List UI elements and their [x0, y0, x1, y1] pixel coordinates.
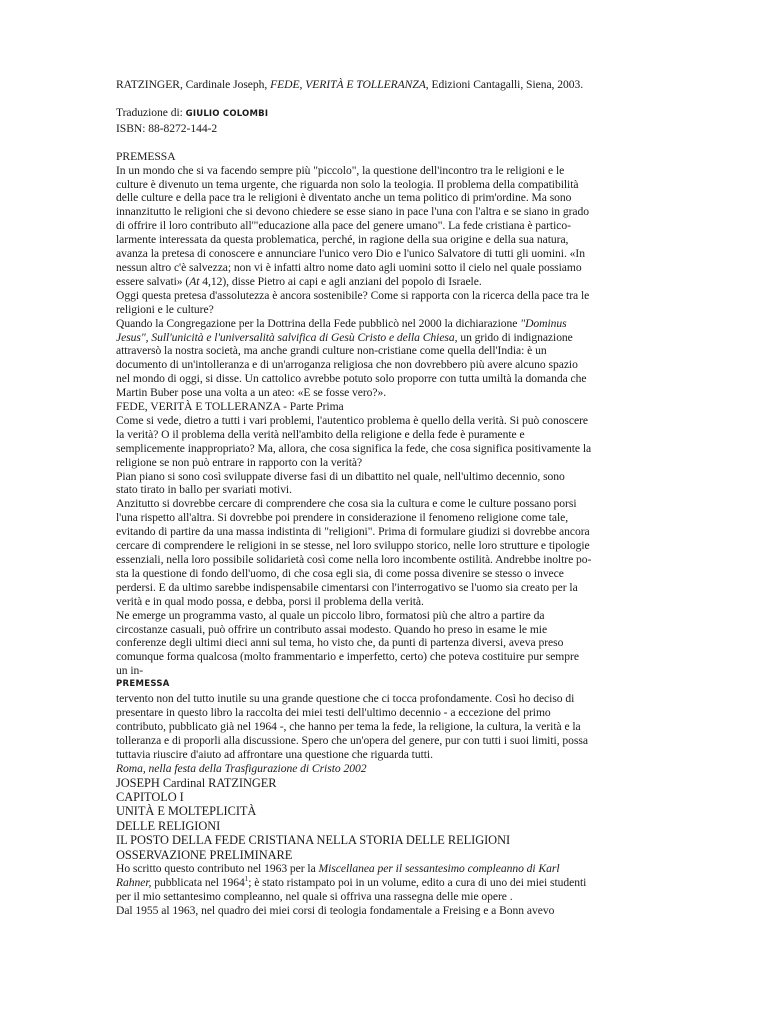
citation-publisher: , Edizioni Cantagalli, Siena, 2003. — [425, 78, 584, 91]
body-line: comunque forma qualcosa (molto frammentario e imperfetto, certo) che poteva costituire pur sempre — [116, 650, 579, 664]
body-line: Ne emerge un programma vasto, al quale un piccolo libro, formatosi più che altro a partire da — [116, 608, 545, 622]
premessa-line: In un mondo che si va facendo sempre più "piccolo", la questione dell'incontro tra le religioni e le — [116, 163, 565, 177]
document-page — [116, 78, 656, 918]
premessa-line: culture è divenuto un tema urgente, che riguarda non solo la teologia. Il problema della compatibilità — [116, 177, 579, 191]
premessa-line: Oggi questa pretesa d'assolutezza è ancora sostenibile? Come si rapporta con la ricerca della pace tra le — [116, 288, 590, 302]
chapter-label: CAPITOLO I — [116, 789, 184, 804]
translator-name: GIULIO COLOMBI — [185, 108, 269, 119]
body-line: cercare di comprendere le religioni in se stesse, nel loro sviluppo storico, nelle loro strutture e tipologie — [116, 539, 590, 553]
premessa-line: di offrire il loro contributo all'"educazione alla pace del genere umano". La fede cristiana è partico- — [116, 219, 571, 233]
translation-line — [116, 106, 656, 122]
premessa-line — [116, 317, 656, 331]
citation-line — [116, 78, 656, 92]
body-line: semplicemente inappropriato? Ma, allora, che cosa significa la fede, che cosa significa positivamente la — [116, 441, 592, 455]
chapter-text: Ho scritto questo contributo nel 1963 per la — [116, 861, 319, 875]
premessa-heading: PREMESSA — [116, 149, 176, 163]
miscellanea-title: Miscellanea per il sessantesimo compleanno di Karl — [318, 861, 560, 875]
premessa-line: religioni e le culture? — [116, 302, 214, 316]
body-line: tolleranza e di proporli alla discussione. Spero che un'opera del genere, pur con tutti i suoi limiti, possa — [116, 733, 588, 747]
body-line: Pian piano si sono così sviluppate diverse fasi di un dibattito nel quale, nell'ultimo decennio, sono — [116, 469, 565, 483]
body-line: un in- — [116, 664, 144, 678]
translation-label: Traduzione di: — [116, 105, 186, 119]
premessa-line: Martin Buber pose una volta a un ateo: «E se fosse vero?». — [116, 386, 387, 400]
premessa-line: avanza la pretesa di conoscere e annunciare l'unico vero Dio e l'unico Salvatore di tutti gli uomini. «In — [116, 247, 585, 261]
premessa-line: larmente interessata da questa problematica, perché, in ragione della sua origine e della sua natura, — [116, 233, 569, 247]
chapter-text: pubblicata nel 1964 — [151, 875, 245, 889]
declaration-title: "Dominus — [520, 316, 567, 330]
place-date-text: Roma, nella festa della Trasfigurazione di Cristo 2002 — [116, 761, 367, 775]
premessa-line: documento di un'intolleranza e di un'arroganza religiosa che non dovrebbero più avere alcuno spazio — [116, 358, 578, 372]
premessa-line: nessun altro c'è salvezza; non vi è infatti altro nome dato agli uomini sotto il cielo nel quale possiamo — [116, 260, 582, 274]
body-line: religione se non può entrare in rapporto con la verità? — [116, 455, 363, 469]
premessa-text: un grido di indignazione — [457, 330, 573, 344]
body-line: Come si vede, dietro a tutti i vari problemi, l'autentico problema è quello della verità. Si può conoscere — [116, 413, 588, 427]
premessa-line-citation — [116, 275, 656, 289]
body-line: essenziali, nella loro possibile solidarietà così come nella loro incombente ostilità. Andrebbe inoltre po- — [116, 553, 592, 566]
body-line: sta la questione di fondo dell'uomo, di che cosa egli sia, di come possa divenire se stesso o invece — [116, 566, 564, 580]
body-line: tuttavia riuscire d'aiuto ad affrontare una questione che riguarda tutti. — [116, 747, 433, 761]
premessa-line: delle culture e della pace tra le religioni è diventato anche un tema politico di prim'ordine. Ma sono — [116, 191, 572, 205]
miscellanea-title: Rahner, — [116, 875, 152, 889]
running-head: PREMESSA — [116, 679, 170, 690]
body-line: verità e in qual modo possa, e debba, porsi il problema della verità. — [116, 594, 424, 608]
chapter-line: per il mio settantesimo compleanno, nel quale si offriva una rassegna delle mie opere . — [116, 889, 513, 903]
body-line: l'una rispetto all'altra. Si dovrebbe poi prendere in considerazione il fenomeno religione come tale, — [116, 511, 569, 525]
premessa-line: nel mondo di oggi, si disse. Un cattolico avrebbe potuto solo proporre con tutta umiltà la domanda che — [116, 372, 587, 386]
body-line: stato tirato in ballo per svariati motivi. — [116, 483, 292, 497]
declaration-title: Jesus", Sull'unicità e l'universalità salvifica di Gesù Cristo e della Chiesa, — [116, 330, 458, 344]
premessa-line — [116, 331, 656, 345]
section-heading: OSSERVAZIONE PRELIMINARE — [116, 847, 293, 862]
citation-title: FEDE, VERITÀ E TOLLERANZA — [270, 78, 426, 91]
isbn-line: ISBN: 88-8272-144-2 — [116, 121, 218, 135]
chapter-subtitle: IL POSTO DELLA FEDE CRISTIANA NELLA STORIA DELLE RELIGIONI — [116, 833, 511, 848]
footnote-ref: 1 — [244, 874, 249, 883]
chapter-line — [116, 876, 656, 890]
premessa-line: innanzitutto le religioni che si devono chiedere se esse siano in pace l'una con l'altra e se siano in grado — [116, 205, 589, 219]
body-line: presentare in questo libro la raccolta dei miei testi dell'ultimo decennio - a eccezione del primo — [116, 705, 551, 719]
chapter-title: UNITÀ E MOLTEPLICITÀ — [116, 804, 257, 819]
chapter-line — [116, 862, 656, 876]
body-line: evitando di partire da una massa indistinta di "religioni". Prima di formulare giudizi si dovrebbe ancora — [116, 525, 590, 539]
body-line: circostanze casuali, può offrire un contributo assai modesto. Quando ho preso in esame le mie — [116, 622, 548, 636]
premessa-line: attraversò la nostra società, ma anche grandi culture non-cristiane come quella dell'India: è un — [116, 344, 547, 358]
citation-author: RATZINGER, Cardinale Joseph, — [116, 78, 271, 91]
body-line: perdersi. E da ultimo sarebbe indispensabile cimentarsi con l'interrogativo se l'uomo sia creato per la — [116, 580, 578, 594]
place-date — [116, 762, 656, 776]
signature: JOSEPH Cardinal RATZINGER — [116, 775, 277, 790]
bible-book-abbrev: At — [189, 274, 200, 288]
premessa-text: Quando la Congregazione per la Dottrina della Fede pubblicò nel 2000 la dichiarazione — [116, 316, 521, 330]
chapter-line: Dal 1955 al 1963, nel quadro dei miei corsi di teologia fondamentale a Freising e a Bonn avevo — [116, 903, 555, 917]
body-line: tervento non del tutto inutile su una grande questione che ci tocca profondamente. Così ho deciso di — [116, 692, 575, 706]
body-line: conferenze degli ultimi dieci anni sul tema, ho visto che, da punti di partenza diversi, aveva preso — [116, 636, 564, 650]
parte-prima-heading: FEDE, VERITÀ E TOLLERANZA - Parte Prima — [116, 400, 344, 414]
chapter-title: DELLE RELIGIONI — [116, 818, 221, 833]
premessa-text: 4,12), disse Pietro ai capi e agli anziani del popolo di Israele. — [199, 274, 482, 288]
body-line: contributo, pubblicato già nel 1964 -, che hanno per tema la fede, la religione, la cultura, la verità e la — [116, 719, 581, 733]
body-line: la verità? O il problema della verità nell'ambito della religione e della fede è puramente e — [116, 427, 525, 441]
body-line: Anzitutto si dovrebbe cercare di comprendere che cosa sia la cultura e come le culture possano porsi — [116, 497, 577, 511]
premessa-text: essere salvati» ( — [116, 274, 190, 288]
chapter-text: ; è stato ristampato poi in un volume, edito a cura di uno dei miei studenti — [248, 875, 587, 889]
